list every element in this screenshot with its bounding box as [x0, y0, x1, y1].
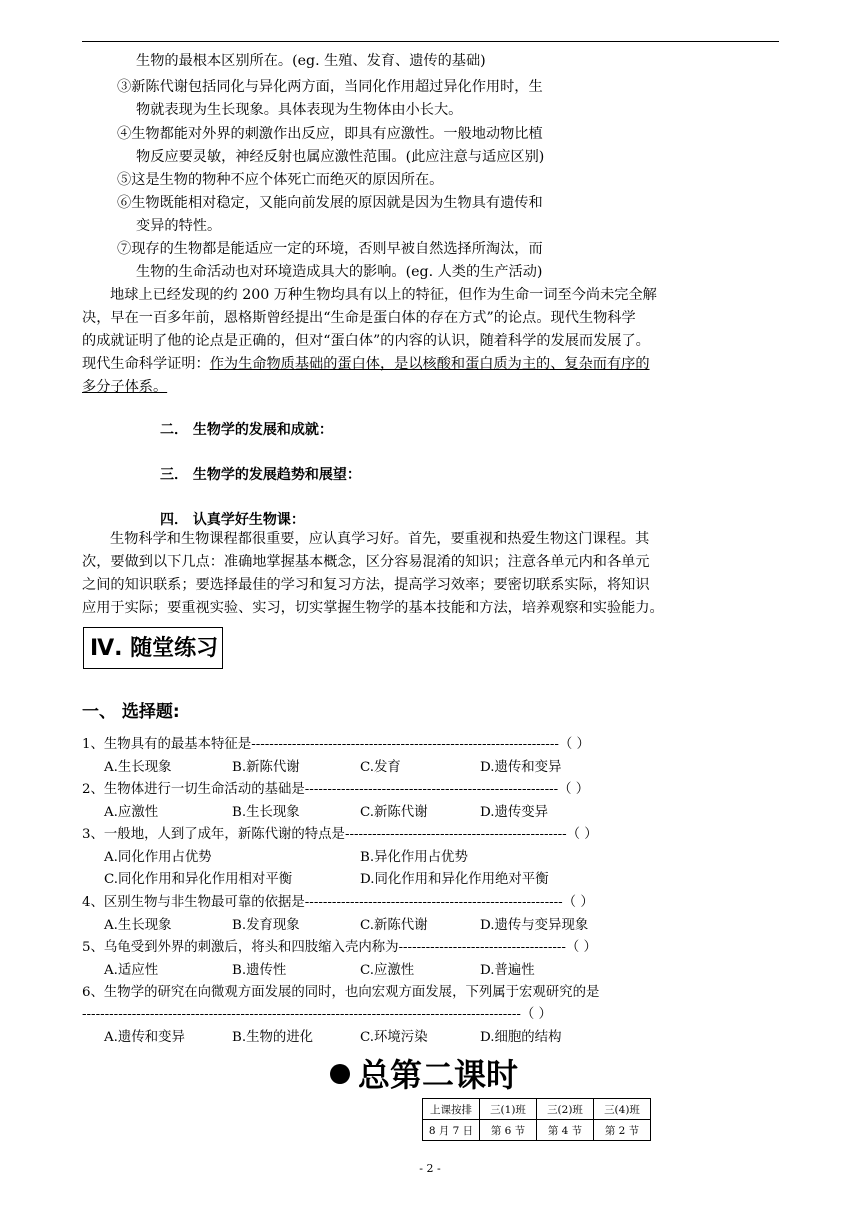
option: A.遗传和变异 — [104, 1030, 185, 1045]
question-stem: 4、区别生物与非生物最可靠的依据是---------------------------------------------------------（ ） — [82, 895, 594, 910]
page-number: - 2 - — [419, 1162, 441, 1175]
question-stem: 3、一般地，人到了成年，新陈代谢的特点是-------------------------------------------------（ ） — [82, 827, 598, 842]
option: A.生长现象 — [104, 918, 172, 933]
question-stem-continuation: -------------------------------------------------------------------------------------------------（ ） — [82, 1007, 552, 1022]
lesson-title — [330, 1050, 518, 1096]
choice-heading: 一、 选择题: — [82, 702, 180, 722]
text-line: ⑦现存的生物都是能适应一定的环境，否则早被自然选择所淘汰，而 — [117, 241, 543, 257]
option: C.同化作用和异化作用相对平衡 — [104, 872, 293, 887]
option: C.环境污染 — [360, 1030, 428, 1045]
paragraph-line: 地球上已经发现的约 200 万种生物均具有以上的特征，但作为生命一词至今尚未完全解 — [110, 287, 657, 303]
option: D.普遍性 — [480, 963, 535, 978]
option: B.生物的进化 — [232, 1030, 314, 1045]
question-stem: 5、乌龟受到外界的刺激后，将头和四肢缩入壳内称为-------------------------------------（ ） — [82, 940, 597, 955]
paragraph-line — [82, 354, 650, 374]
text-line: 物反应要灵敏，神经反射也属应激性范围。(此应注意与适应区别) — [136, 149, 545, 165]
option: A.生长现象 — [104, 760, 172, 775]
practice-heading: Ⅳ. 随堂练习 — [83, 627, 223, 669]
option: C.应激性 — [360, 963, 415, 978]
table-cell: 上课按排 — [423, 1099, 480, 1120]
question-stem: 6、生物学的研究在向微观方面发展的同时，也向宏观方面发展，下列属于宏观研究的是 — [82, 985, 600, 1000]
text-line: 变异的特性。 — [136, 218, 222, 234]
paragraph-line: 生物科学和生物课程都很重要，应认真学习好。首先，要重视和热爱生物这门课程。其 — [110, 531, 650, 547]
option: C.新陈代谢 — [360, 918, 428, 933]
section-heading: 三． 生物学的发展趋势和展望： — [160, 467, 361, 483]
table-cell: 三(4)班 — [594, 1099, 651, 1120]
option: D.遗传和变异 — [480, 760, 562, 775]
paragraph-prefix: 现代生命科学证明： — [82, 356, 210, 372]
section-heading: 二． 生物学的发展和成就： — [160, 422, 333, 438]
lesson-title-text: 总第二课时 — [358, 1056, 519, 1094]
question-stem: 1、生物具有的最基本特征是--------------------------------------------------------------------（ ） — [82, 737, 590, 752]
option: D.遗传变异 — [480, 805, 549, 820]
option: C.新陈代谢 — [360, 805, 428, 820]
table-cell: 第 2 节 — [594, 1120, 651, 1141]
text-line: ⑤这是生物的物种不应个体死亡而绝灭的原因所在。 — [117, 172, 444, 188]
text-line: 物就表现为生长现象。具体表现为生物体由小长大。 — [136, 102, 463, 118]
table-row — [423, 1099, 651, 1120]
paragraph-line: 次，要做到以下几点：准确地掌握基本概念，区分容易混淆的知识；注意各单元内和各单元 — [82, 554, 650, 570]
text-line: ⑥生物既能相对稳定，又能向前发展的原因就是因为生物具有遗传和 — [117, 195, 543, 211]
table-cell: 三(2)班 — [537, 1099, 594, 1120]
option: C.发育 — [360, 760, 401, 775]
paragraph-line: 决，早在一百多年前，恩格斯曾经提出“生命是蛋白体的存在方式”的论点。现代生物科学 — [82, 310, 636, 326]
question-stem: 2、生物体进行一切生命活动的基础是--------------------------------------------------------（ ） — [82, 782, 590, 797]
option: A.适应性 — [104, 963, 159, 978]
bullet-dot-icon — [330, 1064, 350, 1084]
paragraph-line: 之间的知识联系；要选择最佳的学习和复习方法，提高学习效率；要密切联系实际，将知识 — [82, 577, 650, 593]
table-cell: 第 6 节 — [480, 1120, 537, 1141]
option: A.应激性 — [104, 805, 159, 820]
section-heading: 四． 认真学好生物课： — [160, 512, 305, 528]
table-cell: 三(1)班 — [480, 1099, 537, 1120]
table-cell: 第 4 节 — [537, 1120, 594, 1141]
text-line: 生物的生命活动也对环境造成具大的影响。(eg. 人类的生产活动) — [136, 264, 543, 280]
option: D.同化作用和异化作用绝对平衡 — [360, 872, 549, 887]
underlined-statement: 作为生命物质基础的蛋白体，是以核酸和蛋白质为主的、复杂而有序的 — [209, 356, 650, 372]
option: D.细胞的结构 — [480, 1030, 562, 1045]
schedule-table — [422, 1098, 651, 1141]
option: B.发育现象 — [232, 918, 300, 933]
option: B.异化作用占优势 — [360, 850, 468, 865]
option: B.遗传性 — [232, 963, 287, 978]
option: B.生长现象 — [232, 805, 300, 820]
option: B.新陈代谢 — [232, 760, 300, 775]
table-row — [423, 1120, 651, 1141]
underlined-statement: 多分子体系。 — [82, 379, 168, 395]
text-line: 生物的最根本区别所在。(eg. 生殖、发育、遗传的基础) — [136, 53, 486, 69]
paragraph-line: 的成就证明了他的论点是正确的，但对“蛋白体”的内容的认识，随着科学的发展而发展了。 — [82, 333, 650, 349]
table-cell: 8 月 7 日 — [423, 1120, 480, 1141]
text-line: ④生物都能对外界的刺激作出反应，即具有应激性。一般地动物比植 — [117, 126, 543, 142]
paragraph-line: 应用于实际；要重视实验、实习，切实掌握生物学的基本技能和方法，培养观察和实验能力。 — [82, 600, 664, 616]
option: D.遗传与变异现象 — [480, 918, 589, 933]
header-rule — [82, 41, 779, 42]
text-line: ③新陈代谢包括同化与异化两方面，当同化作用超过异化作用时，生 — [117, 79, 543, 95]
option: A.同化作用占优势 — [104, 850, 212, 865]
